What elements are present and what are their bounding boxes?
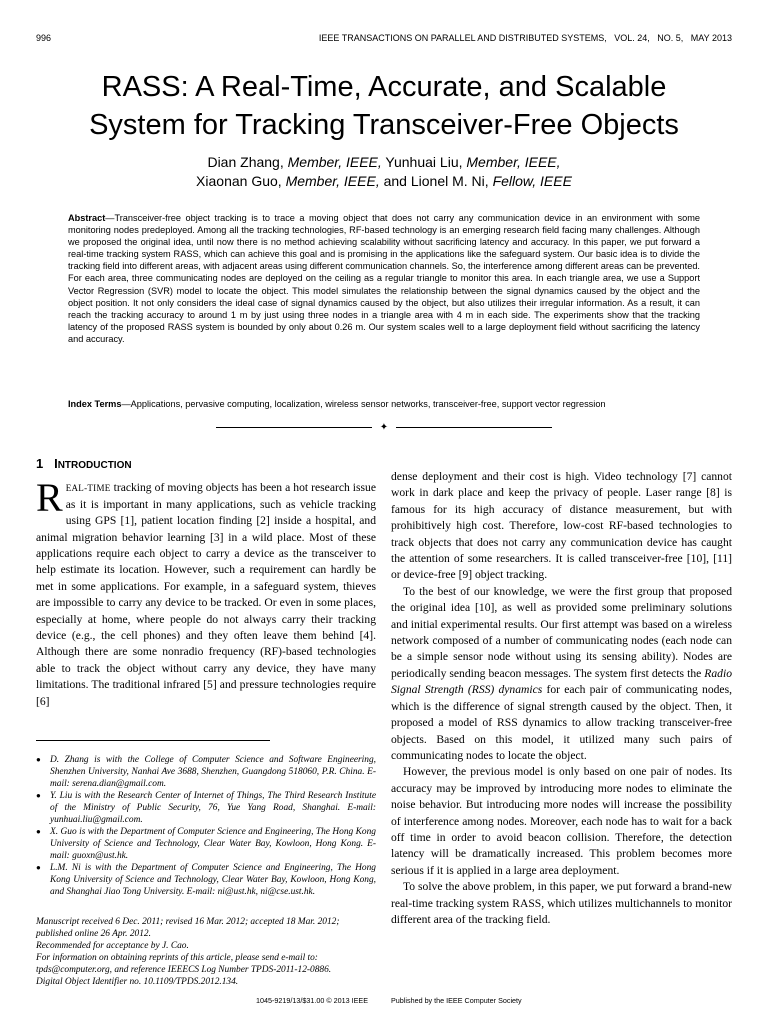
author-name: Xiaonan Guo,: [196, 173, 282, 189]
footnote-rule: [36, 740, 270, 741]
intro-paragraph-2: [391, 584, 732, 764]
copyright-footer: 1045-9219/13/$31.00 © 2013 IEEE: [256, 996, 368, 1005]
footnote-item: ● Y. Liu is with the Research Center of Internet of Things, The Third Research Institute of the Ministry of Public Security, 76, Yue Yang Road, Shanghai. E-mail: yunhuai.liu@gmail.com.: [36, 790, 376, 826]
paragraph-text: for each pair of communicating nodes, which is the difference of signal strength caused by the object. Then, it proposed a model of RSS dynamics to allow tracking transceiver-free objects. Based on this model, it utilized many such pairs of communicating nodes to locate the object.: [391, 683, 732, 762]
manuscript-line: Digital Object Identifier no. 10.1109/TPDS.2012.134.: [36, 977, 239, 987]
running-header: [36, 33, 732, 43]
footnote-item: ● X. Guo is with the Department of Computer Science and Engineering, The Hong Kong University of Science and Technology, Clear Water Bay, Kowloon, Hong Kong. E-mail: guoxn@ust.hk.: [36, 826, 376, 862]
intro-paragraph-3: However, the previous model is only based on one pair of nodes. Its accuracy may be improved by introducing more nodes to eliminate the noise behavior. But introducing more nodes will increase the possibility of interference among nodes. Moreover, each node has to wait for a back off time in order to avoid beacon collision. Therefore, the detection latency will be dramatically increased. This problem becomes more serious if it is applied in a large area deployment.: [391, 765, 732, 877]
divider-diamond-icon: ✦: [379, 422, 389, 433]
publisher-footer: Published by the IEEE Computer Society: [391, 996, 522, 1005]
section-title-initial: I: [54, 456, 58, 471]
intro-paragraph-continued: dense deployment and their cost is high. Video technology [7] cannot work in dark place and keep the privacy of people. Laser range [8] is famous for its high accuracy of distance measurement, but with prohibitively high cost. Therefore, low-cost RF-based technologies to track objects that does not carry any communication device has caught the attention of some researchers. It is called transceiver-free [10], [11] or device-free [9] object tracking.: [391, 470, 732, 582]
index-terms-text: —Applications, pervasive computing, localization, wireless sensor networks, transceiver-free, support vector regression: [121, 399, 606, 409]
manuscript-line: For information on obtaining reprints of this article, please send e-mail to: tpds@computer.org, and reference IEEECS Log Number TPDS-2011-12-0886.: [36, 953, 332, 975]
abstract-text: —Transceiver-free object tracking is to trace a moving object that does not carry any communication device in an environment with some monitoring nodes predeployed. Among all the tracking technologies, RF-based technology is an emerging research field facing many challenges. Although we proposed the original idea, until now there is no method achieving scalability without sacrificing latency and accuracy. In this paper, we put forward a real-time tracking system RASS, which can achieve this goal and is promising in the applications like the safeguard system. Our basic idea is to divide the tracking field into different areas, with adjacent areas using different communication channels. So, the interference among different areas can be prevented. For each area, three communicating nodes are deployed on the ceiling as a regular triangle to monitor this area. In each triangle area, we use a Support Vector Regression (SVR) model to locate the object. This model simulates the relationship between the signal dynamics caused by the object and the object position. It not only considers the ideal case of signal dynamics caused by the object, but also utilizes their irregular information. As a result, it can reach the tracking accuracy to around 1 m by just using three nodes in a triangle area with 4 m in each side. The experiments show that the tracking latency of the proposed RASS system is bounded by only about 0.26 m. Our system scales well to a large deployment field without sacrificing the latency and accuracy.: [68, 213, 700, 344]
rss-dynamics-term: Radio Signal Strength (RSS) dynamics: [391, 666, 732, 697]
abstract-label: Abstract: [68, 213, 106, 223]
intro-paragraph-1: [36, 475, 376, 710]
footnote-item: ● L.M. Ni is with the Department of Computer Science and Engineering, The Hong Kong University of Science and Technology, Clear Water Bay, Kowloon, Hong Kong, and Shanghai Jiao Tong University. E-mail: ni@ust.hk, ni@cse.ust.hk.: [36, 862, 376, 898]
affiliation-footnotes: [36, 754, 376, 898]
author-name: and Lionel M. Ni,: [383, 173, 489, 189]
author-list: [20, 153, 748, 191]
section-heading: [36, 456, 376, 474]
abstract: [68, 212, 700, 345]
section-divider: [216, 424, 552, 432]
page-number: 996: [36, 33, 52, 43]
divider-line-right: [396, 427, 552, 428]
title-line-2: System for Tracking Transceiver-Free Objects: [89, 109, 679, 141]
author-line-1: [20, 153, 748, 172]
manuscript-line: Manuscript received 6 Dec. 2011; revised 16 Mar. 2012; accepted 18 Mar. 2012; published online 26 Apr. 2012.: [36, 917, 340, 939]
paragraph-text: To the best of our knowledge, we were the first group that proposed the original idea [10], as well as provided some preliminary solutions and initial experimental results. Our first attempt was based on a wireless network composed of a number of communicating nodes (each node can be a simple sensor node without using its sensing ability). Nodes are periodically sending beacon messages. The system first detects the: [391, 584, 732, 680]
index-terms: [68, 398, 700, 410]
manuscript-line: Recommended for acceptance by J. Cao.: [36, 941, 189, 951]
author-role: Member, IEEE,: [287, 154, 382, 170]
section-title-rest: NTRODUCTION: [57, 460, 132, 471]
author-name: Dian Zhang,: [207, 154, 284, 170]
author-role: Member, IEEE,: [466, 154, 561, 170]
first-word-smallcaps: EAL-TIME: [65, 483, 111, 494]
section-number: 1: [36, 456, 44, 471]
author-role: Fellow, IEEE: [492, 173, 572, 189]
index-terms-label: Index Terms: [68, 399, 122, 409]
footnote-item: ● D. Zhang is with the College of Computer Science and Software Engineering, Shenzhen University, Nanhai Ave 3688, Shenzhen, Guangdong 518060, P.R. China. E-mail: serena.dian@gmail.com.: [36, 754, 376, 790]
journal-name: IEEE TRANSACTIONS ON PARALLEL AND DISTRIBUTED SYSTEMS, VOL. 24, NO. 5, MAY 2013: [318, 33, 732, 43]
paragraph-text: tracking of moving objects has been a hot research issue as it is important in many applications, such as vehicle tracking using GPS [1], patient location finding [2] inside a hospital, and animal migration behavior learning [3] in a wild place. Most of these applications require each object to carry a device as the transceiver to help estimate its location. However, such a requirement can hardly be met in some applications. For example, in a safeguard system, thieves are impossible to carry any device to be tracked. Or even in some places, especially at home, where people do not always carry their tracking device (e.g., the cell phones) and they often leave them behind [4]. Although there are some nonradio frequency (RF)-based technologies able to track the object without carry any device, they have many limitations. The traditional infrared [5] and pressure technologies require [6]: [36, 481, 376, 708]
divider-line-left: [216, 427, 372, 428]
title-line-1: RASS: A Real-Time, Accurate, and Scalable: [101, 71, 667, 103]
right-column: [391, 469, 732, 928]
author-line-2: [20, 172, 748, 191]
left-column: [36, 456, 376, 710]
drop-cap: R: [36, 475, 63, 521]
author-role: Member, IEEE,: [285, 173, 380, 189]
author-name: Yunhuai Liu,: [385, 154, 463, 170]
intro-paragraph-4: To solve the above problem, in this paper, we put forward a brand-new real-time tracking system RASS, which utilizes multichannels to monitor different area of the tracking field.: [391, 880, 732, 926]
paper-title: [20, 68, 748, 144]
manuscript-info: [36, 916, 376, 988]
